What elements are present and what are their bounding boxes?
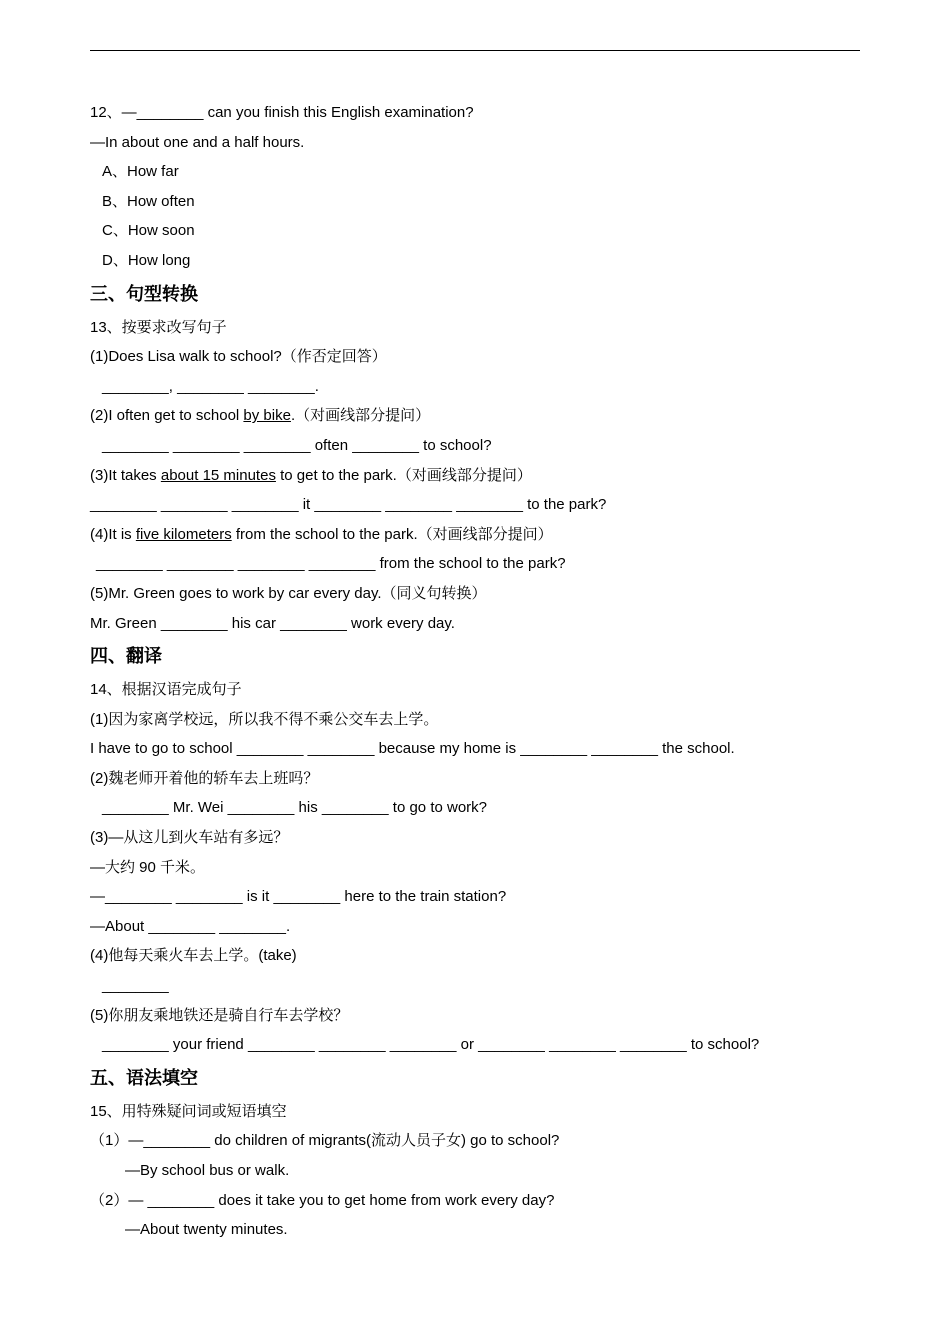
q13-4-underlined: five kilometers [135,525,232,543]
q14-line: (2)魏老师开着他的轿车去上班吗？ [90,769,319,787]
q14-line: —大约 90 千米。 [90,858,206,876]
q13-2-answer: ________ ________ ________ often ________ to school? [102,436,492,454]
q15-line: —About twenty minutes. [125,1221,288,1239]
q15-line: （2）— ________ does it take you to get home from work every day? [90,1191,555,1209]
q12-option-b: B、How often [102,192,195,210]
q13-2-prompt-after: .（对画线部分提问） [290,407,431,425]
q13-5-prompt: (5)Mr. Green goes to work by car every day.（同义句转换） [90,584,487,602]
q13-4-prompt-before: (4)It is [90,525,136,543]
q13-2-prompt [90,401,860,431]
header-rule [90,50,860,51]
q13-2-prompt-before: (2)I often get to school [90,407,244,425]
q14-line: ________ your friend ________ ________ ________ or ________ ________ ________ to school? [102,1036,760,1054]
q13-2-underlined: by bike [243,407,291,425]
q12-option-d: D、How long [102,251,191,269]
q15-title: 15、用特殊疑问词或短语填空 [90,1102,287,1120]
q14-line: ________ Mr. Wei ________ his ________ to go to work? [102,799,488,817]
q12-option-c: C、How soon [102,222,195,240]
q13-1-prompt: (1)Does Lisa walk to school?（作否定回答） [90,348,387,366]
q13-3-underlined: about 15 minutes [160,466,276,484]
q14-line: ________ [102,977,169,995]
q13-3-answer: ________ ________ ________ it ________ ________ ________ to the park? [90,496,607,514]
q13-4-prompt [90,520,860,550]
q13-3-prompt-before: (3)It takes [90,466,161,484]
section-5-heading: 五、语法填空 [90,1067,198,1088]
q12-option-a: A、How far [102,163,179,181]
q15-line: —By school bus or walk. [125,1162,290,1179]
q13-4-answer: ________ ________ ________ ________ from the school to the park? [96,555,566,573]
q14-line: —About ________ ________. [90,917,291,935]
q14-line: I have to go to school ________ ________ because my home is ________ ________ the school. [90,740,735,758]
q14-line: (4)他每天乘火车去上学。(take) [90,947,297,965]
q13-title: 13、按要求改写句子 [90,318,227,336]
q13-3-prompt-after: to get to the park.（对画线部分提问） [275,466,532,484]
q14-line: (1)因为家离学校远，所以我不得不乘公交车去上学。 [90,710,439,728]
worksheet [90,98,860,1245]
q15-line: （1）—________ do children of migrants(流动人员子女) go to school? [90,1132,560,1150]
q14-line: —________ ________ is it ________ here to the train station? [90,888,507,906]
q12-question: 12、—________ can you finish this English examination? [90,104,474,121]
section-4-heading: 四、翻译 [90,646,162,667]
q13-1-answer: ________, ________ ________. [102,377,319,395]
q14-line: (3)—从这儿到火车站有多远？ [90,829,289,847]
q14-line: (5)你朋友乘地铁还是骑自行车去学校？ [90,1006,349,1024]
q13-3-prompt [90,461,860,491]
section-3-heading: 三、句型转换 [90,283,198,304]
q13-4-prompt-after: from the school to the park.（对画线部分提问） [231,525,553,543]
q12-answer: —In about one and a half hours. [90,133,305,151]
q14-title: 14、根据汉语完成句子 [90,681,242,699]
q13-5-answer: Mr. Green ________ his car ________ work every day. [90,614,455,632]
